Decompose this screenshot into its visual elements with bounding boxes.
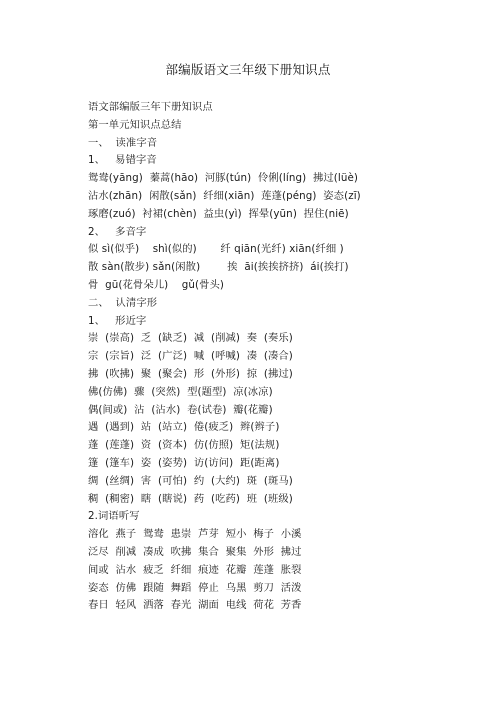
dictation-line-3: 间或 沾水 疲乏 纤细 痕迹 花瓣 莲蓬 胀裂 — [88, 563, 302, 576]
similar-chars-line-8: 篷 (篷车) 姿 (姿势) 访(访问) 距(距离) — [88, 456, 280, 469]
pinyin-line-1: 鸳鸯(yāng) 蓁蒿(hāo) 河豚(tún) 伶俐(líng) 拂过(lüè) — [88, 172, 359, 185]
section-heading: 第一单元知识点总结 — [88, 118, 182, 131]
similar-chars-line-10: 稠 (稠密) 瞎 (瞎说) 药 (吃药) 班 (班级) — [88, 492, 293, 505]
document-title: 部编版语文三年级下册知识点 — [165, 62, 331, 77]
subheading-error-prone-sounds: 1、 易错字音 — [88, 154, 157, 167]
subheading-similar-chars: 1、 形近字 — [88, 314, 147, 327]
subheading-polyphones: 2、 多音字 — [88, 225, 147, 238]
similar-chars-line-6: 遇 (遇到) 站 (站立) 倦(疲乏) 辫(辫子) — [88, 421, 280, 434]
dictation-line-4: 姿态 仿佛 跟随 舞蹈 停止 乌黑 剪刀 活泼 — [88, 581, 302, 594]
polyphone-line-2: 散 sàn(散步) sǎn(闲散) 挨 āi(挨挨挤挤) ái(挨打) — [88, 261, 349, 274]
subheading-dictation: 2.词语听写 — [88, 510, 140, 523]
similar-chars-line-1: 崇 (崇高) 乏 (缺乏) 减 (削减) 奏 (奏乐) — [88, 332, 293, 345]
similar-chars-line-3: 拂 (吹拂) 聚 (聚会) 形 (外形) 掠 (拂过) — [88, 367, 293, 380]
similar-chars-line-2: 宗 (宗旨) 泛 (广泛) 喊 (呼喊) 凑 (凑合) — [88, 350, 293, 363]
pinyin-line-2: 沾水(zhān) 闲散(sǎn) 纤细(xiān) 莲蓬(péng) 姿态(zī) — [88, 189, 361, 202]
part-heading-pronunciation: 一、 读准字音 — [88, 136, 158, 149]
subtitle-line: 语文部编版三年下册知识点 — [88, 101, 213, 113]
dictation-line-5: 春日 轻风 洒落 春光 湖面 电线 荷花 芳香 — [88, 599, 302, 612]
polyphone-line-1: 似 sì(似乎) shì(似的) 纤 qiān(光纤) xiān(纤细 ) — [88, 243, 344, 256]
part-heading-glyphs: 二、 认清字形 — [88, 296, 158, 309]
similar-chars-line-5: 偶(间或) 沾 (沾水) 卷(试卷) 瓣(花瓣) — [88, 403, 273, 416]
polyphone-line-3: 骨 gū(花骨朵儿) gǔ(骨头) — [88, 278, 225, 291]
dictation-line-1: 溶化 燕子 鸳鸯 患崇 芦芽 短小 梅子 小溪 — [88, 528, 302, 541]
dictation-line-2: 泛尽 削减 凑成 吹拂 集合 聚集 外形 拂过 — [88, 545, 302, 558]
similar-chars-line-4: 佛(仿佛) 骤 (突然) 型(题型) 凉(冰凉) — [88, 385, 273, 398]
similar-chars-line-9: 绸 (丝绸) 害 (可怕) 约 (大约) 斑 (斑马) — [88, 474, 293, 487]
similar-chars-line-7: 蓬 (莲蓬) 资 (资本) 仿(仿照) 矩(法规) — [88, 439, 280, 452]
pinyin-line-3: 琢磨(zuó) 衬裙(chèn) 益虫(yì) 挥晕(yūn) 捏住(niē) — [88, 207, 349, 220]
document-body — [88, 99, 468, 615]
